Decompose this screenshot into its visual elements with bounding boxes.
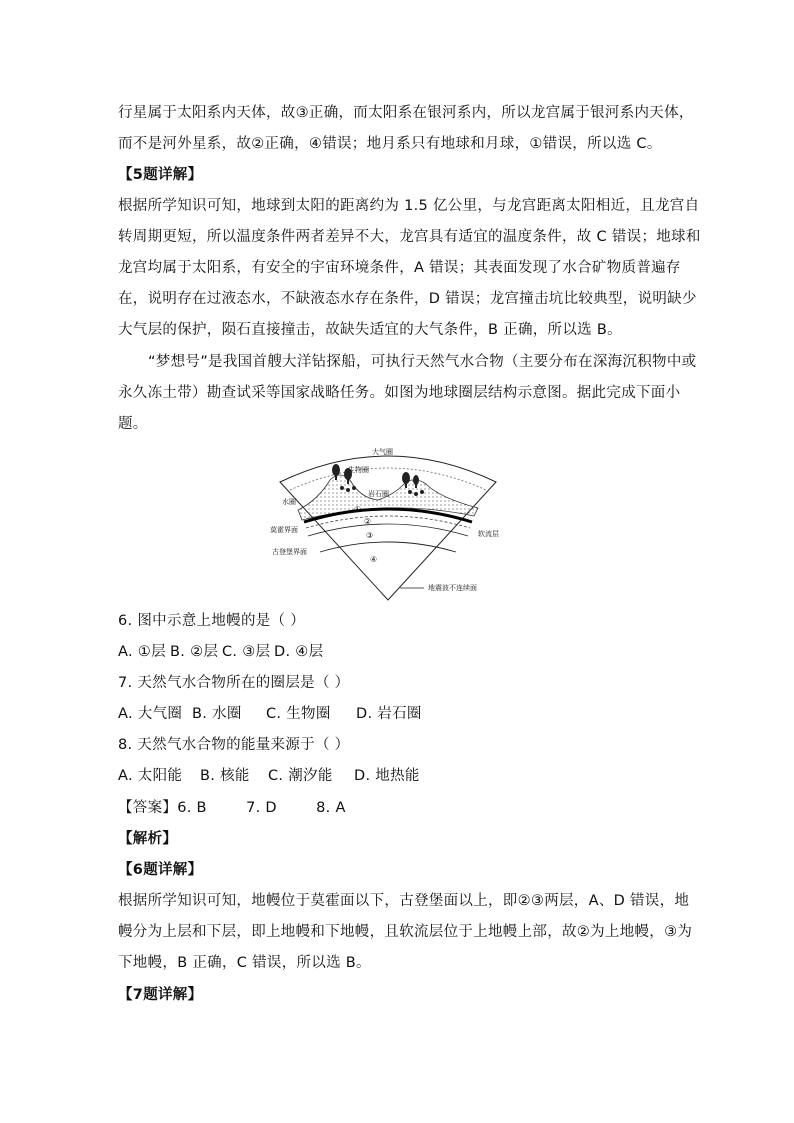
label-asthenosphere: 软流层 xyxy=(478,530,499,538)
body-text-line: 大气层的保护，陨石直接撞击，故缺失适宜的大气条件，B 正确，所以选 B。 xyxy=(118,322,622,338)
label-layer-1: ① xyxy=(354,505,362,514)
option-a: A. 太阳能 xyxy=(118,768,183,784)
section-header-q7: 【7题详解】 xyxy=(118,987,203,1003)
section-header-q5: 【5题详解】 xyxy=(118,167,203,183)
option-a: A. ①层 xyxy=(118,644,166,660)
body-text-line: 转周期更短，所以温度条件两者差异不大，龙宫具有适宜的温度条件，故 C 错误；地球和 xyxy=(118,229,701,245)
earth-layer-diagram xyxy=(268,440,508,608)
label-atmosphere: 大气圈 xyxy=(372,448,393,456)
question-6-options xyxy=(118,643,323,661)
option-b: B. ②层 xyxy=(170,644,219,660)
body-text-line: 龙宫均属于太阳系，有安全的宇宙环境条件，A 错误；其表面发现了水合矿物质普遍存 xyxy=(118,260,681,276)
intro-text-line: 题。 xyxy=(118,416,148,432)
label-layer-4: ④ xyxy=(370,555,378,564)
analysis-header: 【解析】 xyxy=(118,831,178,847)
body-text-line: 而不是河外星系，故②正确，④错误；地月系只有地球和月球，①错误，所以选 C。 xyxy=(118,136,662,152)
option-c: C. 生物圈 xyxy=(266,706,331,722)
option-b: B. 水圈 xyxy=(192,706,242,722)
body-text-line: 根据所学知识可知，地球到太阳的距离约为 1.5 亿公里，与龙宫距离太阳相近，且龙宫自 xyxy=(118,198,700,214)
intro-text-line: 永久冻土带）勘查试采等国家战略任务。如图为地球圈层结构示意图。据此完成下面小 xyxy=(118,385,681,401)
label-hydrosphere: 水圈 xyxy=(282,498,296,506)
question-7-options xyxy=(118,705,422,723)
label-layer-3: ③ xyxy=(366,531,374,540)
option-a: A. 大气圈 xyxy=(118,706,183,722)
body-text-line: 幔分为上层和下层，即上地幔和下地幔，且软流层位于上地幔上部，故②为上地幔，③为 xyxy=(118,924,693,940)
option-c: C. ③层 xyxy=(222,644,271,660)
sector-outline xyxy=(280,456,496,600)
option-d: D. 地热能 xyxy=(354,768,420,784)
option-d: D. 岩石圈 xyxy=(356,706,422,722)
option-d: D. ④层 xyxy=(274,644,324,660)
label-biosphere: 生物圈 xyxy=(348,466,369,474)
label-moho: 莫霍界面 xyxy=(270,526,298,534)
option-b: B. 核能 xyxy=(200,768,250,784)
label-layer-2: ② xyxy=(364,517,372,526)
question-6-stem: 6. 图中示意上地幔的是（ ） xyxy=(118,613,306,629)
body-text-line: 下地幔，B 正确，C 错误，所以选 B。 xyxy=(118,955,371,971)
body-text-line: 在，说明存在过液态水，不缺液态水存在条件，D 错误；龙宫撞击坑比较典型，说明缺少 xyxy=(118,291,697,307)
question-7-stem: 7. 天然气水合物所在的圈层是（ ） xyxy=(118,675,350,691)
option-c: C. 潮汐能 xyxy=(268,768,333,784)
body-text-line: 行星属于太阳系内天体，故③正确，而太阳系在银河系内，所以龙宫属于银河系内天体， xyxy=(118,105,694,121)
body-text-line: 根据所学知识可知，地幔位于莫霍面以下，古登堡面以上，即②③两层，A、D 错误，地 xyxy=(118,893,690,909)
section-header-q6: 【6题详解】 xyxy=(118,862,203,878)
label-gutenberg: 古登堡界面 xyxy=(272,548,307,556)
question-8-stem: 8. 天然气水合物的能量来源于（ ） xyxy=(118,737,350,753)
label-lithosphere: 岩石圈 xyxy=(368,490,389,498)
answer-line: 【答案】6. B 7. D 8. A xyxy=(118,800,346,816)
question-8-options xyxy=(118,767,420,785)
intro-text-line: “梦想号”是我国首艘大洋钻探船，可执行天然气水合物（主要分布在深海沉积物中或 xyxy=(148,354,697,370)
label-legend: 地震波不连续面 xyxy=(428,584,477,592)
